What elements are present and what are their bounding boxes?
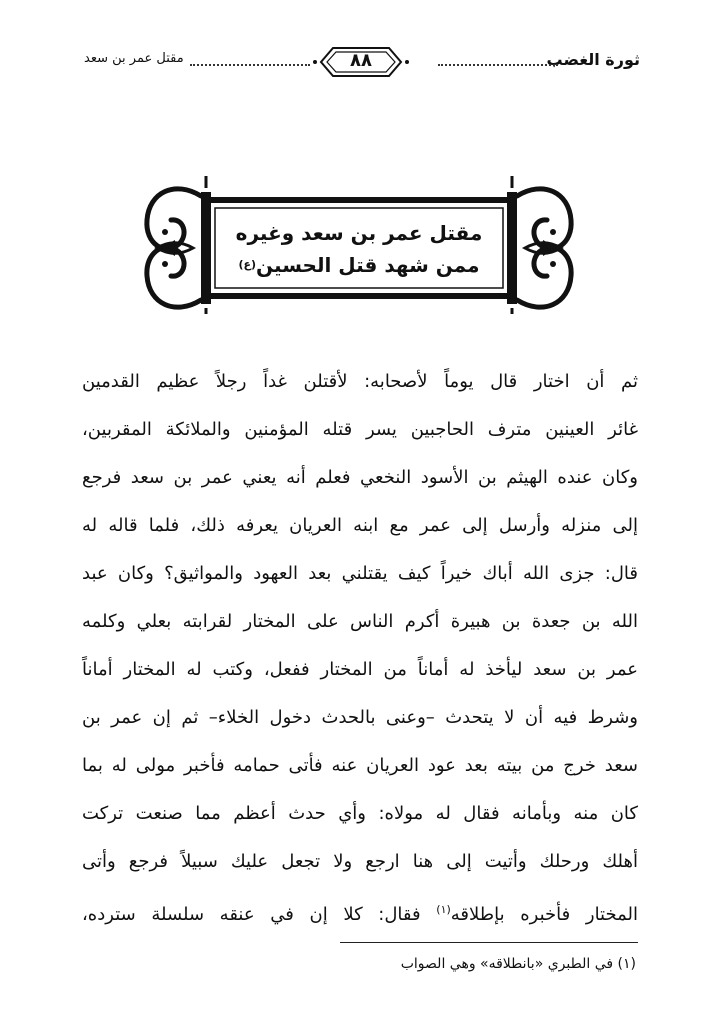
- section-title-line-2: [213, 250, 505, 280]
- text-line: وشرط فيه أن لا يتحدث –وعنى بالحدث دخول الخلاء– ثم إن عمر بن: [82, 707, 638, 728]
- header-dotted-rule-right: [438, 64, 558, 66]
- chapter-title: مقتل عمر بن سعد: [84, 51, 184, 66]
- section-title-ornament: [135, 170, 585, 316]
- running-header: [84, 44, 640, 80]
- section-title-line-1: مقتل عمر بن سعد وغيره: [235, 221, 483, 245]
- text-segment: فقال: كلا إن في عنقه سلسلة سترده،: [82, 904, 437, 925]
- text-line: أهلك ورحلك وأتيت إلى هنا ارجع ولا تجعل عليك سبيلاً فرجع وأتى: [82, 851, 638, 872]
- text-line: غائر العينين مترف الحاجبين يسر قتله المؤمنين والملائكة المقربين،: [82, 419, 638, 440]
- text-line: سعد خرج من بيته بعد عود العريان عنه فأتى حمامه فأخبر مولى له بما: [82, 755, 638, 776]
- honorific-mark: (ع): [238, 258, 257, 271]
- text-line: إلى منزله وأرسل إلى عمر مع ابنه العريان يعرفه ذلك، فلما قاله له: [82, 515, 638, 536]
- header-dotted-rule-left: [190, 64, 310, 66]
- text-line: الله بن جعدة بن هبيرة أكرم الناس على المختار لقرابته بعلي وكلمه: [82, 611, 638, 632]
- footnote-divider: [340, 942, 638, 943]
- text-line: ثم أن اختار قال يوماً لأصحابه: لأقتلن غداً رجلاً عظيم القدمين: [82, 371, 638, 392]
- body-text: [82, 358, 638, 934]
- section-title: [213, 210, 505, 286]
- text-line: وكان عنده الهيثم بن الأسود النخعي فعلم أنه يعني عمر بن سعد فرجع: [82, 467, 638, 488]
- section-title-line-2-text: ممن شهد قتل الحسين: [256, 253, 480, 277]
- text-line: عمر بن سعد ليأخذ له أماناً من المختار ففعل، وكتب له المختار أماناً: [82, 659, 638, 680]
- page-number: ٨٨: [350, 50, 372, 71]
- text-line: قال: جزى الله أباك خيراً كيف يقتلني بعد العهود والمواثيق؟ وكان عبد: [82, 563, 638, 584]
- text-line-with-footnote: [82, 886, 638, 934]
- text-segment: المختار فأخبره بإطلاقه: [450, 904, 638, 925]
- footnote: (١) في الطبري «بانطلاقه» وهي الصواب: [400, 956, 636, 972]
- page-number-badge: [311, 44, 411, 80]
- footnote-reference[interactable]: (١): [436, 903, 451, 916]
- book-title: ثورة الغضب: [546, 50, 640, 69]
- text-line: كان منه وبأمانه فقال له مولاه: وأي حدث أعظم مما صنعت تركت: [82, 803, 638, 824]
